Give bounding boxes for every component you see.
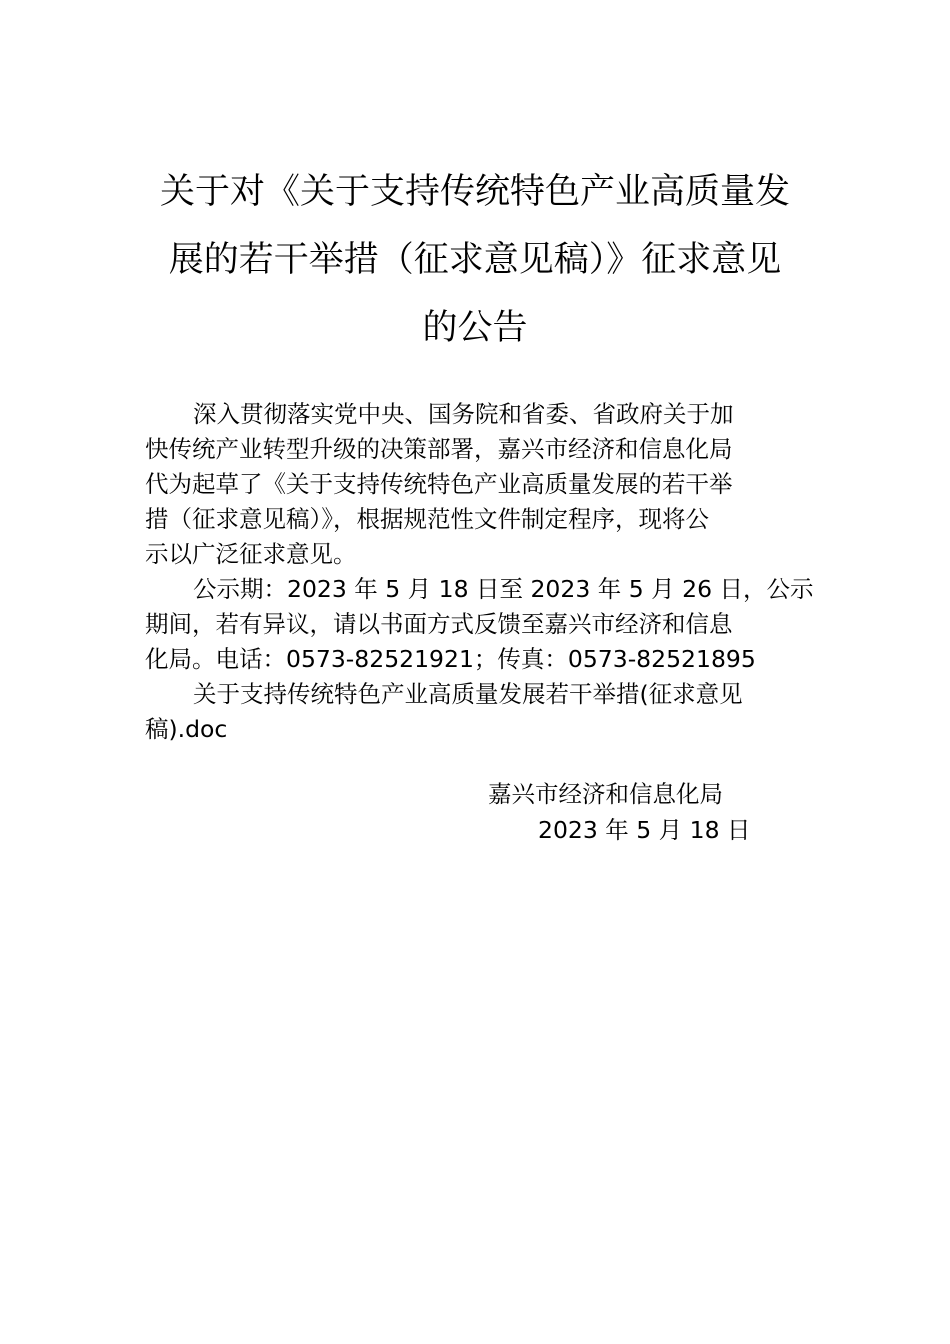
attachment-link[interactable]: 关于支持传统特色产业高质量发展若干举措(征求意见: [193, 680, 743, 708]
paragraph-line: 代为起草了《关于支持传统特色产业高质量发展的若干举: [145, 470, 733, 498]
paragraph-line: 深入贯彻落实党中央、国务院和省委、省政府关于加: [193, 400, 734, 428]
paragraph-line: 快传统产业转型升级的决策部署，嘉兴市经济和信息化局: [145, 435, 733, 463]
paragraph-line: 示以广泛征求意见。: [145, 540, 357, 568]
paragraph-line: 化局。电话：0573-82521921；传真：0573-82521895: [145, 645, 756, 673]
paragraph-line: 措（征求意见稿）》，根据规范性文件制定程序，现将公: [145, 505, 709, 533]
signature-date: 2023 年 5 月 18 日: [538, 816, 751, 844]
title-line: 关于对《关于支持传统特色产业高质量发: [159, 172, 790, 212]
title-line: 展的若干举措（征求意见稿）》征求意见: [168, 240, 782, 280]
paragraph-line: 期间，若有异议，请以书面方式反馈至嘉兴市经济和信息: [145, 610, 733, 638]
signature-organization: 嘉兴市经济和信息化局: [488, 780, 723, 808]
title-line: 的公告: [422, 308, 528, 348]
paragraph-line: 公示期：2023 年 5 月 18 日至 2023 年 5 月 26 日，公示: [193, 575, 814, 603]
signature-block: [470, 776, 760, 848]
attachment-link[interactable]: 稿).doc: [145, 715, 228, 743]
document-body: [145, 397, 814, 747]
document-title: [150, 158, 800, 362]
